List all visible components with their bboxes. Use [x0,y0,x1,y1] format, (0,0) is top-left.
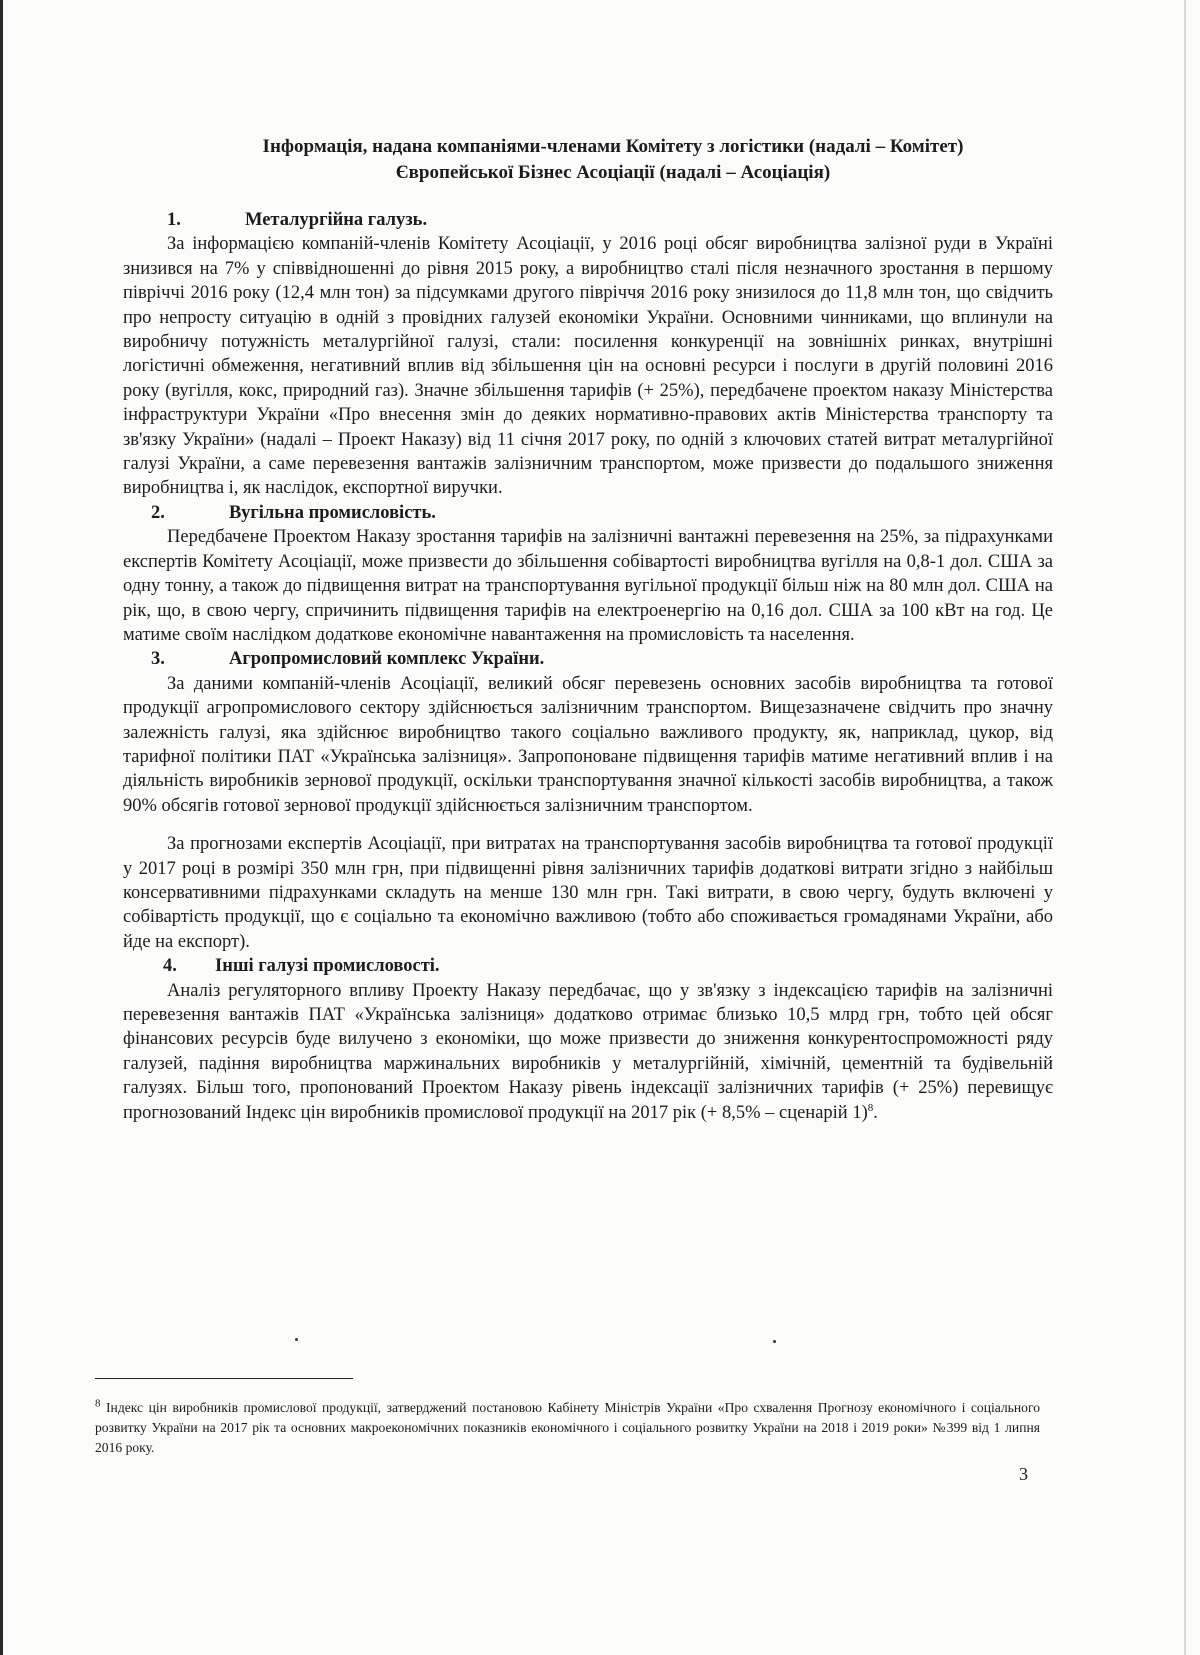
scan-edge [1184,0,1186,1655]
document-title [153,134,1073,186]
footnote-separator [95,1378,353,1379]
section-title: Металургійна галузь. [245,210,428,230]
scan-speck [773,1340,776,1343]
section-heading-4 [123,954,1053,978]
page-number: 3 [1019,1464,1028,1484]
section-number: 4. [163,956,177,977]
section-title: Агропромисловий комплекс України. [229,649,545,670]
paragraph-text: Аналіз регуляторного впливу Проекту Наказу передбачає, що у зв'язку з індексацією тарифів на залізничні перевезення вантажів ПАТ «Українська залізниця» додатково отримає близько 10,5 млрд грн, тобто цей обсяг фінансових ресурсів буде вилучено з економіки, що може призвести до зниження конкурентоспроможності ряду галузей, падіння виробництва маржинальних виробників у металургійній, хімічній, цементній та будівельній галузях. Більш того, пропонований Проектом Наказу рівень індексації залізничних тарифів (+ 25%) перевищує прогнозований Індекс цін виробників промислової продукції на 2017 рік (+ 8,5% – сценарій 1) [123,980,1053,1123]
paragraph: Аналіз регуляторного впливу Проекту Наказу передбачає, що у зв'язку з індексацією тарифів на залізничні перевезення вантажів ПАТ «Українська залізниця» додатково отримає близько 10,5 млрд грн, тобто цей обсяг фінансових ресурсів буде вилучено з економіки, що може призвести до зниження конкурентоспроможності ряду галузей, падіння виробництва маржинальних виробників у металургійній, хімічній, цементній та будівельній галузях. Більш того, пропонований Проектом Наказу рівень індексації залізничних тарифів (+ 25%) перевищує прогнозований Індекс цін виробників промислової продукції на 2017 рік (+ 8,5% – сценарій 1)$^8$. [123,980,1053,1123]
section-heading-2 [123,501,1053,525]
section-title: Вугільна промисловість. [229,502,436,523]
title-line-2: Європейської Бізнес Асоціації (надалі – Асоціація) [395,162,831,183]
footnote-reference[interactable]: 8 [867,1101,874,1114]
footnote-text: Індекс цін виробників промислової продукції, затверджений постановою Кабінету Міністрів України «Про схвалення Прогнозу економічного і соціального розвитку України на 2017 рік та основних макроекономічних показників економічного і соціального розвитку України на 2018 і 2019 роки» №399 від 1 липня 2016 року. [95,1400,1040,1455]
paragraph: За прогнозами експертів Асоціації, при витратах на транспортування засобів виробництва та готової продукції у 2017 році в розмірі 350 млн грн, при підвищенні рівня залізничних тарифів додаткові витрати згідно з найбільш консервативними підрахунками складуть на менше 130 млн грн. Такі витрати, в свою чергу, будуть включені у собівартість продукції, що є соціально та економічно важливою (тобто або споживається громадянами України, або йде на експорт). [123,834,1053,952]
section-heading-3 [123,647,1053,671]
footnote [95,1398,1040,1458]
section-heading-1 [123,208,1053,232]
section-title: Інші галузі промисловості. [215,956,440,977]
paragraph: За інформацією компаній-членів Комітету Асоціації, у 2016 році обсяг виробництва залізної руди в Україні знизився на 7% у співвідношенні до рівня 2015 року, а виробництво сталі після незначного зростання в першому півріччі 2016 року (12,4 млн тон) за підсумками другого півріччя 2016 року знизилося до 11,8 млн тон, що свідчить про непросту ситуацію в одній з провідних галузей економіки України. Основними чинниками, що вплинули на виробничу потужність металургійної галузі, стали: посилення конкуренції на зовнішніх ринках, внутрішні логістичні обмеження, негативний вплив від збільшення цін на основні ресурси і послуги в другій половині 2016 року (вугілля, кокс, природний газ). Значне збільшення тарифів (+ 25%), передбачене проектом наказу Міністерства інфраструктури України «Про внесення змін до деяких нормативно-правових актів Міністерства транспорту та зв'язку України» (надалі – Проект Наказу) від 11 січня 2017 року, по одній з ключових статей витрат металургійної галузі України, а саме перевезення вантажів залізничним транспортом, може призвести до подальшого зниження виробництва і, як наслідок, експортної виручки. [123,234,1053,499]
scan-speck [295,1338,298,1341]
paragraph: Передбачене Проектом Наказу зростання тарифів на залізничні вантажні перевезення на 25%, за підрахунками експертів Комітету Асоціації, може призвести до збільшення собівартості виробництва вугілля на 0,8-1 дол. США за одну тонну, а також до підвищення витрат на транспортування вугільної продукції більш ніж на 80 млн дол. США на рік, що, в свою чергу, спричинить підвищення тарифів на електроенергію на 0,16 дол. США за 100 кВт на год. Це матиме своїм наслідком додаткове економічне навантаження на промисловість та населення. [123,527,1053,645]
footnote-marker: 8 [95,1397,101,1410]
title-line-1: Інформація, надана компаніями-членами Комітету з логістики (надалі – Комітет) [262,136,964,157]
section-number: 3. [151,649,165,670]
paragraph: За даними компаній-членів Асоціації, великий обсяг перевезень основних засобів виробництва та готової продукції агропромислового сектору здійснюється залізничним транспортом. Вищезазначене свідчить про значну залежність галузі, яка здійснює виробництво такого соціально важливого продукту, як, наприклад, цукор, від тарифної політики ПАТ «Українська залізниця». Запропоноване підвищення тарифів матиме негативний вплив і на діяльність виробників зернової продукції, оскільки транспортування значної кількості засобів виробництва, а також 90% обсягів готової зернової продукції здійснюється залізничним транспортом. [123,673,1053,816]
section-number: 1. [167,210,181,230]
document-body [123,208,1053,1125]
section-number: 2. [151,502,165,523]
